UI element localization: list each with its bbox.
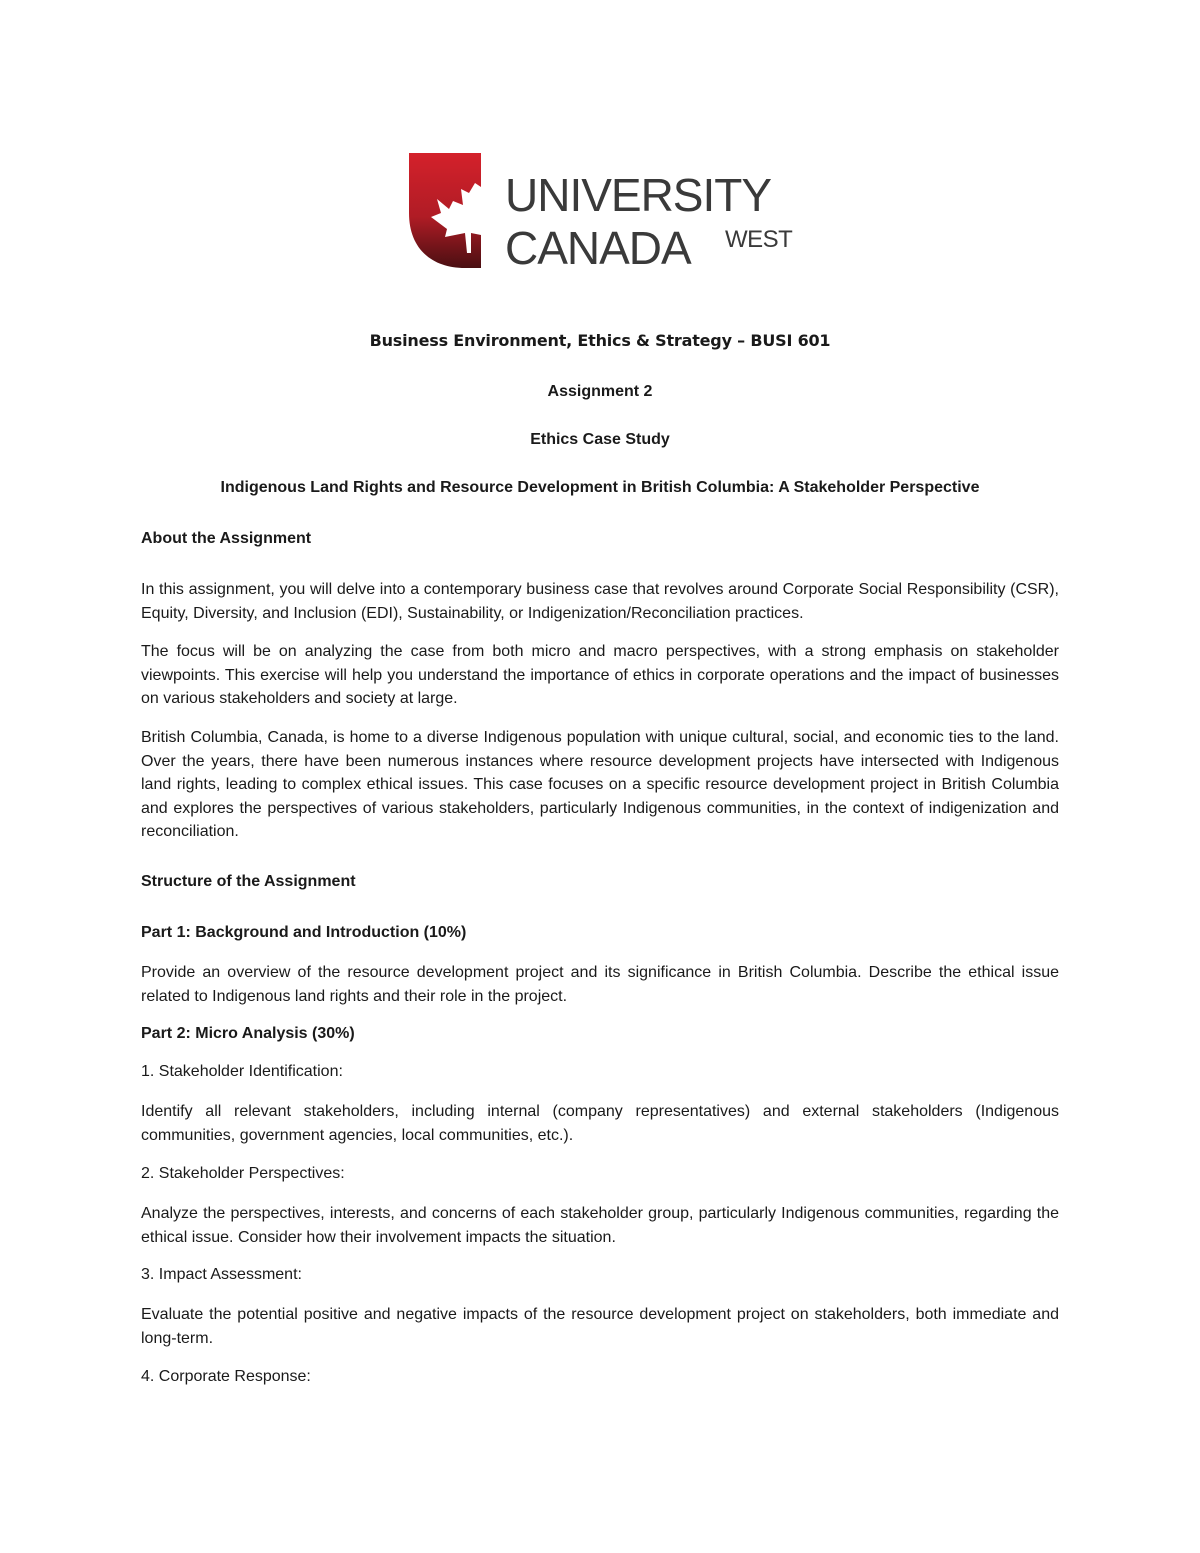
logo-word-west: WEST (725, 226, 793, 253)
about-paragraph-1: In this assignment, you will delve into a contemporary business case that revolves around Corporate Social Responsibility (CSR), Equity, Diversity, and Inclusion (EDI), Sustainability, or Indigenization/Reconciliation practices. (141, 581, 1059, 622)
part1-text: Provide an overview of the resource development project and its significance in British Columbia. Describe the ethical issue related to Indigenous land rights and their role in the project. (141, 964, 1059, 1005)
item2-title: 2. Stakeholder Perspectives: (141, 1165, 345, 1182)
university-logo (409, 153, 794, 268)
item2-text: Analyze the perspectives, interests, and concerns of each stakeholder group, particularly Indigenous communities, regarding the ethical issue. Consider how their involvement impacts the situation. (141, 1205, 1059, 1246)
about-paragraph-3: British Columbia, Canada, is home to a diverse Indigenous population with unique cultural, social, and economic ties to the land. Over the years, there have been numerous instances where resource development projects have intersected with Indigenous land rights, leading to complex ethical issues. This case focuses on a specific resource development project in British Columbia and explores the perspectives of various stakeholders, particularly Indigenous communities, in the context of indigenization and reconciliation. (141, 729, 1059, 840)
case-title: Indigenous Land Rights and Resource Development in British Columbia: A Stakeholder Perspective (220, 479, 980, 496)
item1-title: 1. Stakeholder Identification: (141, 1063, 343, 1080)
structure-heading: Structure of the Assignment (141, 873, 356, 890)
part1-heading: Part 1: Background and Introduction (10%) (141, 924, 467, 941)
item1-text: Identify all relevant stakeholders, including internal (company representatives) and external stakeholders (Indigenous communities, government agencies, local communities, etc.). (141, 1103, 1059, 1144)
part2-heading: Part 2: Micro Analysis (30%) (141, 1025, 355, 1042)
assignment-type: Ethics Case Study (530, 431, 670, 448)
logo-shield-icon (409, 153, 481, 268)
item3-title: 3. Impact Assessment: (141, 1266, 302, 1283)
item4-title: 4. Corporate Response: (141, 1368, 311, 1385)
logo-word-canada: CANADA (505, 222, 691, 268)
course-title: Business Environment, Ethics & Strategy – BUSI 601 (369, 331, 831, 350)
logo-word-university: UNIVERSITY (505, 169, 772, 221)
item3-text: Evaluate the potential positive and negative impacts of the resource development project on stakeholders, both immediate and long-term. (141, 1306, 1059, 1347)
about-heading: About the Assignment (141, 530, 312, 547)
assignment-number: Assignment 2 (547, 383, 653, 400)
about-paragraph-2: The focus will be on analyzing the case from both micro and macro perspectives, with a strong emphasis on stakeholder viewpoints. This exercise will help you understand the importance of ethics in corporate operations and the impact of businesses on various stakeholders and society at large. (141, 643, 1059, 707)
